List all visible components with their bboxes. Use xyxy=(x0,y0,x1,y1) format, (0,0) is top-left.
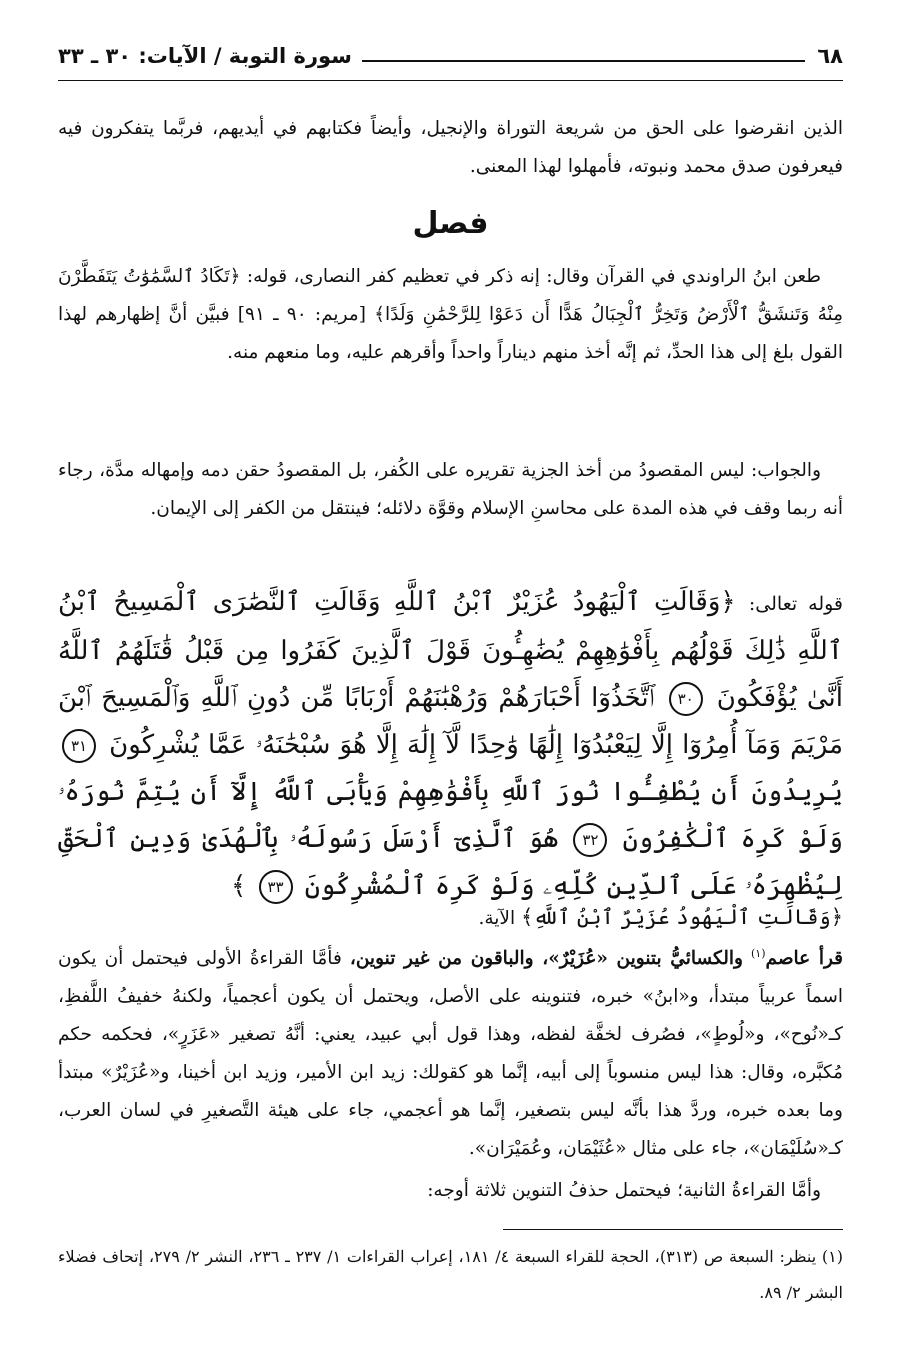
ayah-marker-31: ٣١ xyxy=(62,729,96,763)
commentary-quote-suffix: الآية. xyxy=(478,908,516,929)
reader-asim: قرأ عاصم xyxy=(765,948,844,970)
intro-paragraph xyxy=(58,110,843,186)
paragraph-lead: طعن ابنُ الراوندي في القرآن وقال: إنه ذكر في تعظيم كفر النصارى، قوله: xyxy=(246,266,821,287)
answer-paragraph xyxy=(58,452,843,528)
ibn-rawandi-paragraph xyxy=(58,258,843,372)
ayah-marker-32: ٣٢ xyxy=(573,823,607,857)
footnote-rule xyxy=(503,1229,843,1230)
commentary-quote: ﴿وَقَالَتِ ٱلْيَهُودُ عُزَيْرٌ ٱبْنُ ٱللَّهِ﴾ xyxy=(520,905,843,929)
section-heading: فصل xyxy=(412,206,489,241)
quran-quote-maryam: ﴿تَكَادُ ٱلسَّمَٰوَٰتُ يَتَفَطَّرْنَ مِنْهُ وَتَنشَقُّ ٱلْأَرْضُ وَتَخِرُّ ٱلْجِبَالُ هَدًّا أَن دَعَوْا لِلرَّحْمَٰنِ وَلَدًا﴾ xyxy=(58,266,843,325)
verse-33: هُوَ ٱلَّذِىٓ أَرْسَلَ رَسُولَهُۥ بِٱلْهُدَىٰ وَدِينِ ٱلْحَقِّ لِيُظْهِرَهُۥ عَلَى ٱلدِّينِ كُلِّهِۦ وَلَوْ كَرِهَ ٱلْمُشْرِكُونَ xyxy=(58,824,843,901)
running-header xyxy=(58,36,843,76)
second-reading-paragraph xyxy=(58,1172,843,1210)
readings-text: فأمَّا القراءةُ الأولى فيحتمل أن يكون اسماً عربياً مبتدأ، و«ابنُ» خبره، فتنوينه على الأصل، ويحتمل أن يكون أعجمياً، ولكنهُ خفيفُ اللَّفظِ، كـ«نُوح»، و«لُوطٍ»، فصُرف لخفَّة لفظه، وهذا قول أبي عبيد، يعني: أنَّهُ تصغير «عَزَرٍ»، فحكمه حكم مُكبَّره، وقال: هذا ليس منسوباً إلى أبيه، إنَّما هو كقولك: زيد ابن الأمير، وزيد ابن أخينا، و«عُزَيْرٌ» مبتدأ وما بعده خبره، وردَّ هذا بأنَّه ليس بتصغير، إنَّما هو أعجمي، جاء على هيئة التَّصغيرِ في لسان العرب، كـ«سُلَيْمَان»، جاء على مثال «عُثَيْمَان، وعُمَيْرَان». xyxy=(58,948,843,1160)
header-rule xyxy=(58,80,843,81)
surah-range: سورة التوبة / الآيات: ٣٠ ـ ٣٣ xyxy=(58,44,352,68)
verses-lead: قوله تعالى: xyxy=(748,593,844,615)
answer-text: والجواب: ليس المقصودُ من أخذ الجزية تقريره على الكُفر، بل المقصودُ حقن دمه وإمهاله مدَّة، رجاء أنه ربما وقف في هذه المدة على محاسنِ الإسلام وقوَّة دلائله؛ فينتقل من الكفر إلى الإيمان. xyxy=(58,460,843,519)
intro-text: الذين انقرضوا على الحق من شريعة التوراة والإنجيل، وأيضاً فكتابهم في أيديهم، فربَّما يتفكرون فيه فيعرفون صدق محمد ونبوته، فأمهلوا لهذا المعنى. xyxy=(58,118,843,177)
verse-31: ٱتَّخَذُوٓا أَحْبَارَهُمْ وَرُهْبَٰنَهُمْ أَرْبَابًا مِّن دُونِ ٱللَّهِ وَٱلْمَسِيحَ ٱبْنَ مَرْيَمَ وَمَآ أُمِرُوٓا إِلَّا لِيَعْبُدُوٓا إِلَٰهًا وَٰحِدًا لَّآ إِلَٰهَ إِلَّا هُوَ سُبْحَٰنَهُۥ عَمَّا يُشْرِكُونَ xyxy=(58,683,843,760)
page-number: ٦٨ xyxy=(817,44,843,68)
readers-summary: والكسائيُّ بتنوين «عُزَيْرٌ»، والباقون من غير تنوين، xyxy=(349,948,743,970)
quran-verses-block xyxy=(58,579,843,910)
paragraph-rest: فبيَّن أنَّ إظهارهم لهذا القول بلغ إلى هذا الحدِّ، ثم إنَّه أخذ منهم ديناراً واحداً وأقرهم عليه، وما منعهم منه. xyxy=(58,304,843,363)
quran-reference: [مريم: ٩٠ ـ ٩١] xyxy=(237,304,366,325)
footnote xyxy=(58,1239,843,1311)
header-dash-rule xyxy=(362,60,805,62)
book-page xyxy=(58,36,843,1336)
commentary-quote-line xyxy=(58,898,843,938)
verse-32: يُرِيدُونَ أَن يُطْفِـُٔوا نُورَ ٱللَّهِ بِأَفْوَٰهِهِمْ وَيَأْبَى ٱللَّهُ إِلَّآ أَن يُتِمَّ نُورَهُۥ وَلَوْ كَرِهَ ٱلْكَٰفِرُونَ xyxy=(58,777,844,854)
readings-paragraph xyxy=(58,935,843,1168)
footnote-text: (١) ينظر: السبعة ص (٣١٣)، الحجة للقراء السبعة ٤/ ١٨١، إعراب القراءات ١/ ٢٣٧ ـ ٢٣٦، النشر ٢/ ٢٧٩، إتحاف فضلاء البشر ٢/ ٨٩. xyxy=(58,1247,844,1302)
ayah-marker-30: ٣٠ xyxy=(669,682,703,716)
verses-closing-bracket: ﴾ xyxy=(231,871,247,901)
second-reading-text: وأمَّا القراءةُ الثانية؛ فيحتمل حذفُ التنوين ثلاثة أوجه: xyxy=(427,1180,821,1201)
footnote-marker: (١) xyxy=(751,947,766,960)
ayah-marker-33: ٣٣ xyxy=(259,870,293,904)
verse-30: ﴿وَقَالَتِ ٱلْيَهُودُ عُزَيْرٌ ٱبْنُ ٱللَّهِ وَقَالَتِ ٱلنَّصَٰرَى ٱلْمَسِيحُ ٱبْنُ ٱللَّهِ ذَٰلِكَ قَوْلُهُم بِأَفْوَٰهِهِمْ يُضَٰهِـُٔونَ قَوْلَ ٱلَّذِينَ كَفَرُوا مِن قَبْلُ قَٰتَلَهُمُ ٱللَّهُ أَنَّىٰ يُؤْفَكُونَ xyxy=(58,587,844,713)
